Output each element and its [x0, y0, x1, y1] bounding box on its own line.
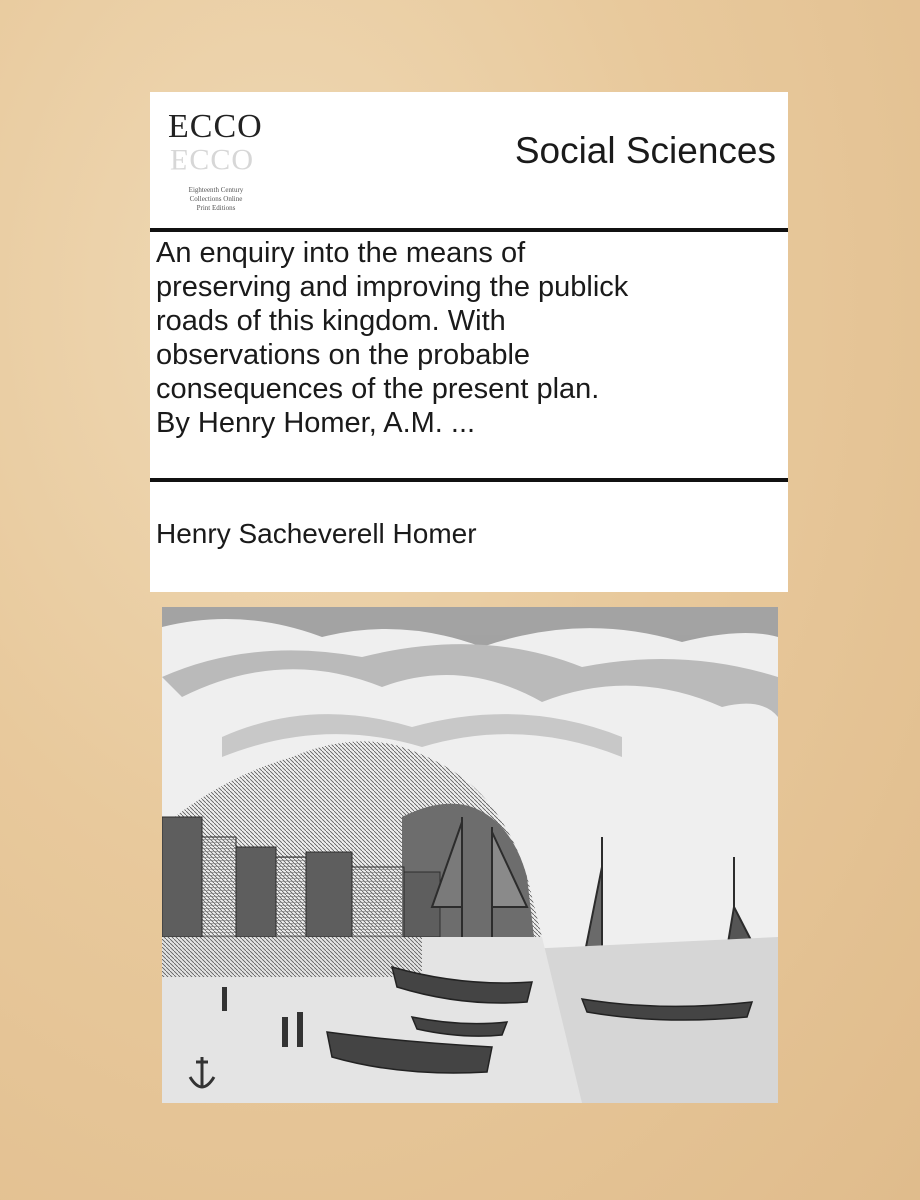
title-line: consequences of the present plan. — [156, 373, 600, 405]
title-line: observations on the probable — [156, 339, 531, 371]
divider-top — [150, 228, 788, 232]
divider-bottom — [150, 478, 788, 482]
title-line: preserving and improving the publick — [156, 271, 629, 303]
logo-subtitle-line: Eighteenth Century — [188, 186, 244, 194]
logo-subtitle — [166, 186, 266, 213]
harbour-engraving — [162, 607, 778, 1103]
ecco-logo — [166, 108, 266, 218]
series-name: Social Sciences — [514, 130, 776, 171]
logo-subtitle-line: Collections Online — [189, 195, 243, 203]
title-line: By Henry Homer, A.M. ... — [156, 407, 476, 439]
title-line: roads of this kingdom. With — [156, 305, 506, 337]
logo-wordmark-reflection: ECCO — [170, 143, 255, 176]
book-title — [156, 236, 782, 440]
title-line: An enquiry into the means of — [156, 237, 526, 269]
author-name: Henry Sacheverell Homer — [156, 518, 477, 549]
crowd — [162, 937, 422, 977]
logo-wordmark: ECCO — [168, 108, 263, 145]
title-panel — [150, 92, 788, 592]
logo-subtitle-line: Print Editions — [196, 204, 236, 212]
